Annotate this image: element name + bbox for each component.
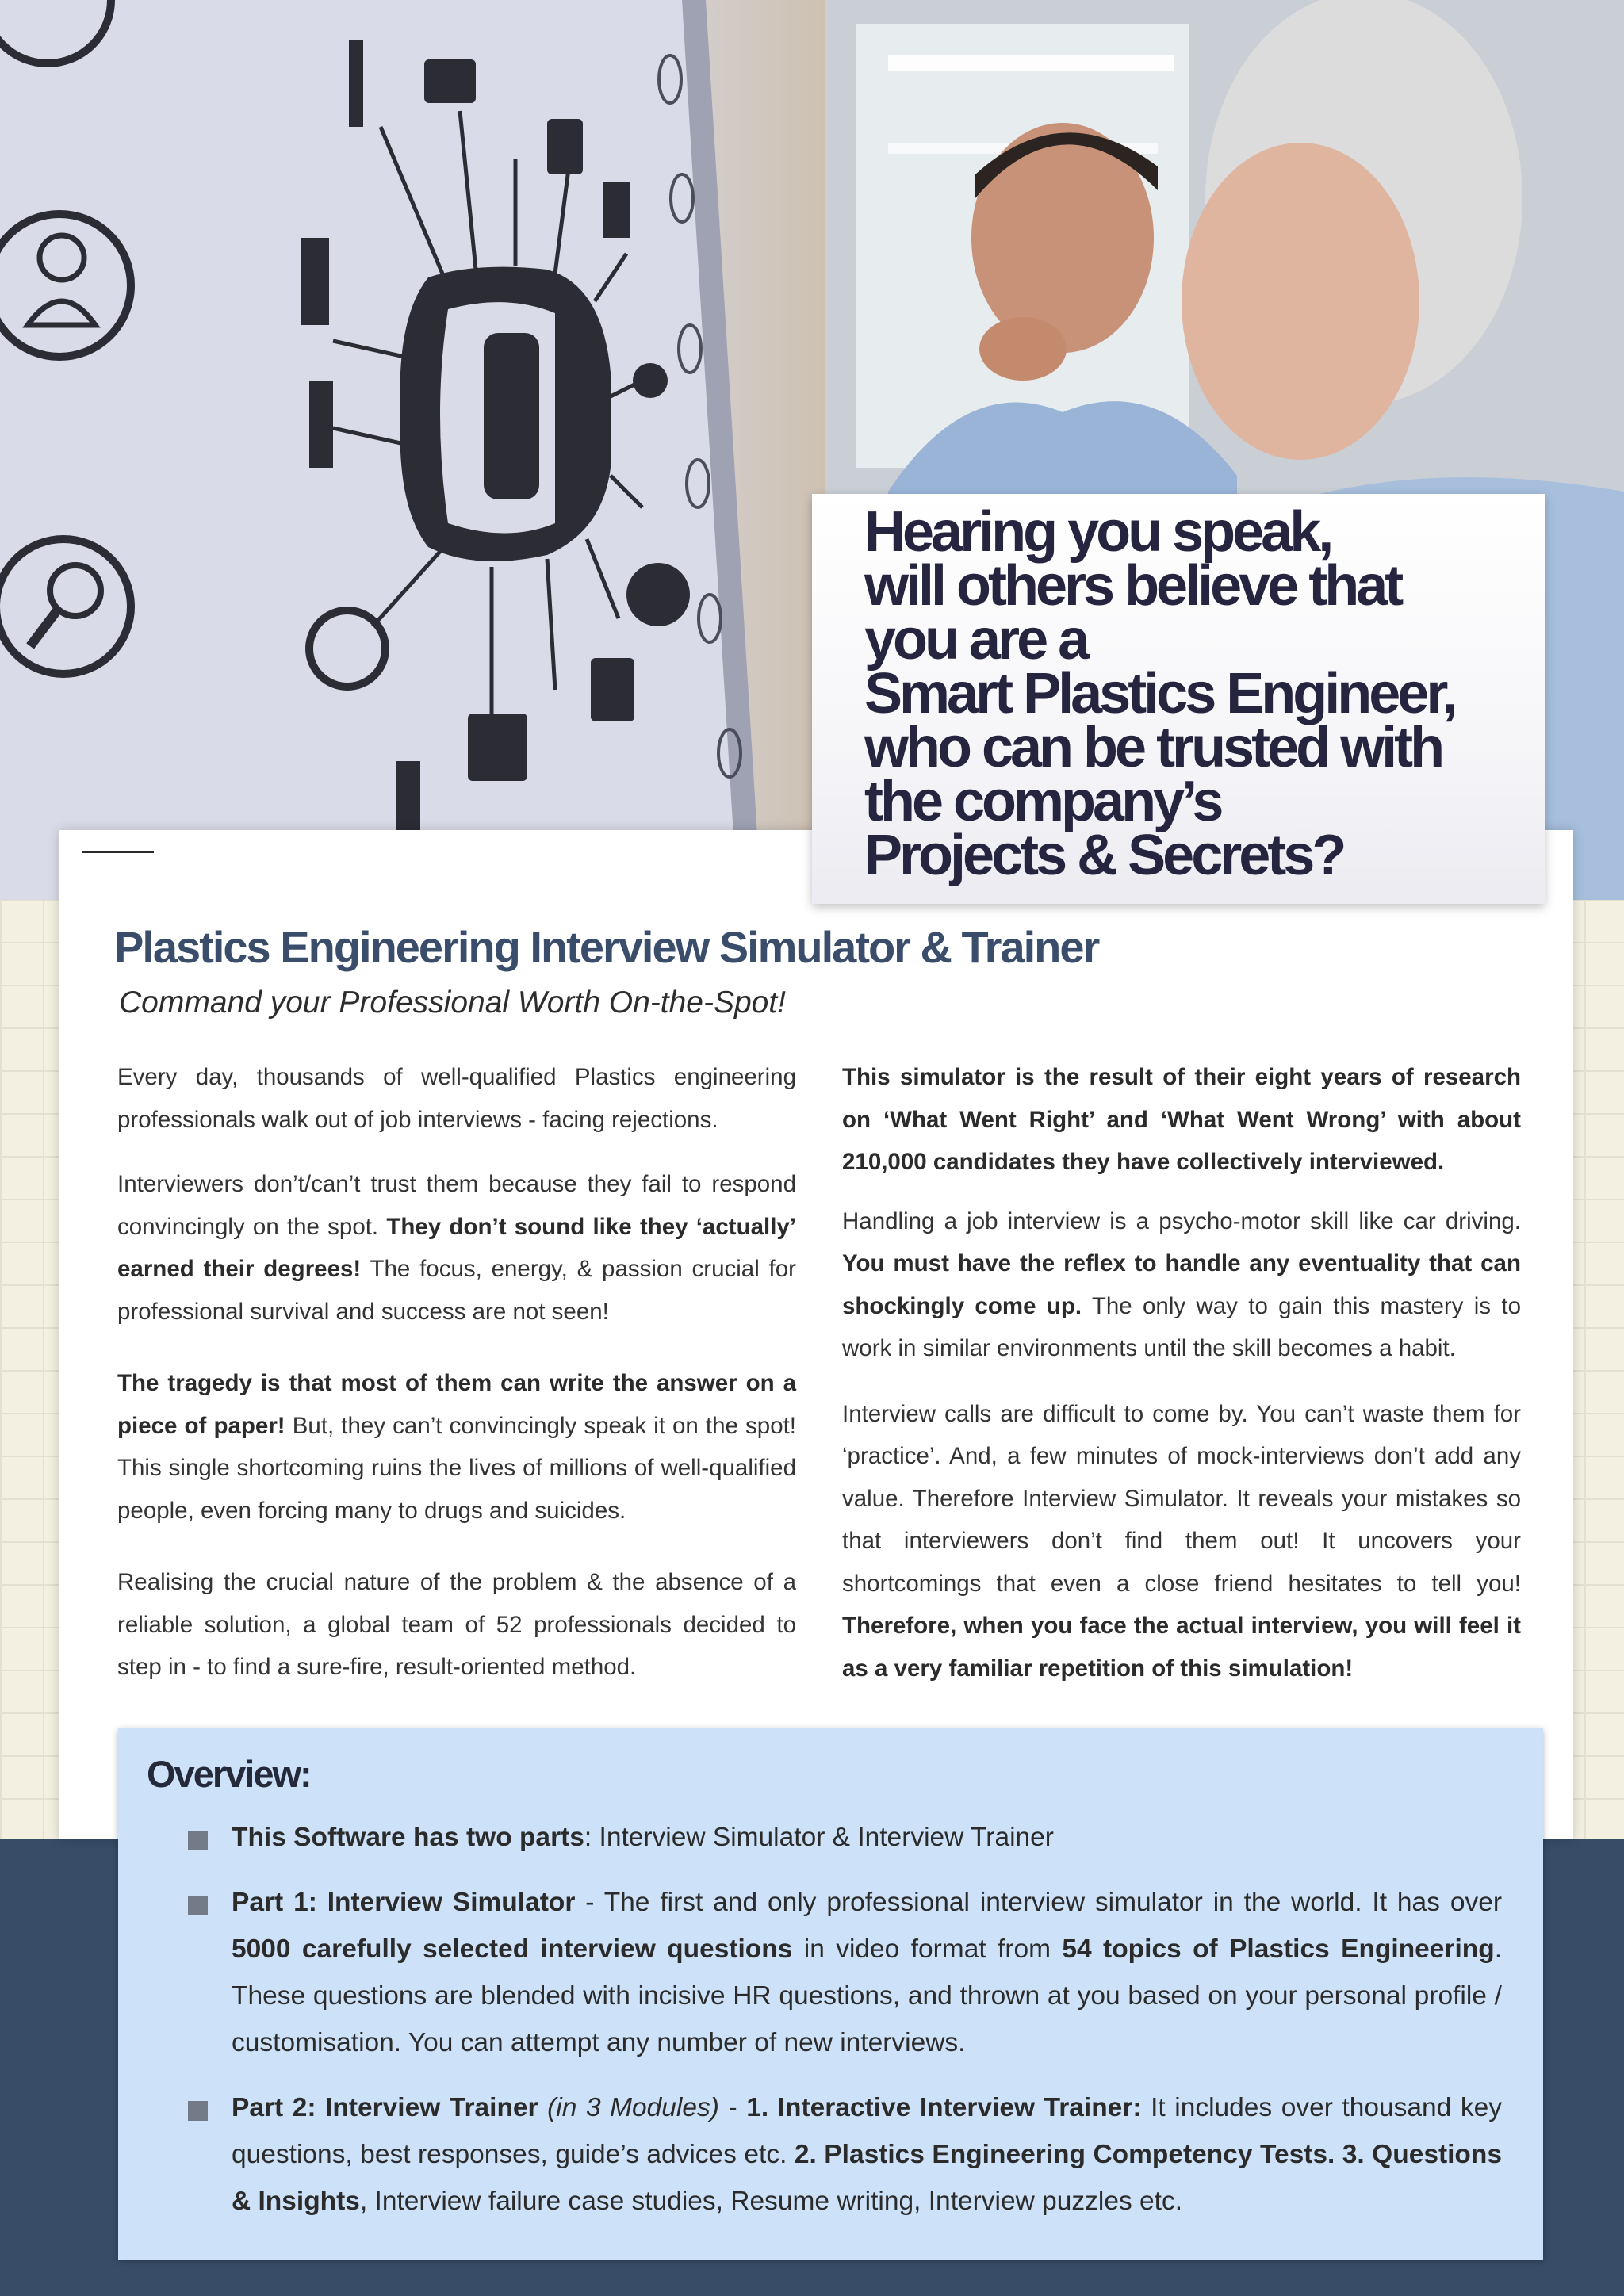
paragraph: Interviewers don’t/can’t trust them because they fail to respond convincingly on the spot. They don’t sound like they ‘actually’ earned their degrees! The focus, energy, & passion crucial for professional survival and success are not seen! xyxy=(117,1171,796,1325)
paragraph: This simulator is the result of their eight years of research on ‘What Went Right’ and ‘What Went Wrong’ with about 210,000 candidates they have collectively interviewed. xyxy=(842,1064,1521,1175)
content-card xyxy=(59,830,1573,1839)
right-column xyxy=(842,1056,1521,1689)
list-item: Part 2: Interview Trainer (in 3 Modules) - 1. Interactive Interview Trainer: It includes over thousand key questions, best responses, guide’s advices etc. 2. Plastics Engineering Competency Tests. 3. Questions & Insights, Interview failure case studies, Resume writing, Interview puzzles etc. xyxy=(118,2084,1543,2225)
square-bullet-icon xyxy=(188,1831,208,1850)
overview-heading: Overview: xyxy=(147,1753,311,1795)
car-diagram xyxy=(400,267,611,561)
page-subtitle: Command your Professional Worth On-the-Spot! xyxy=(119,985,787,1020)
paragraph: The tragedy is that most of them can write the answer on a piece of paper! But, they can’t convincingly speak it on the spot! This single shortcoming ruins the lives of millions of well-qualified people, even forcing many to drugs and suicides. xyxy=(117,1370,796,1524)
paragraph: Handling a job interview is a psycho-motor skill like car driving. You must have the reflex to handle any eventuality that can shockingly come up. The only way to gain this mastery is to work in similar environments until the skill becomes a habit. xyxy=(842,1207,1521,1361)
divider xyxy=(82,851,154,853)
man2-face xyxy=(1182,143,1419,460)
list-item: This Software has two parts: Interview Simulator & Interview Trainer xyxy=(118,1814,1543,1861)
square-bullet-icon xyxy=(188,2101,208,2121)
headline: Hearing you speak, will others believe that you are a Smart Plastics Engineer, who can be trusted with the company’s Projects & Secrets? xyxy=(864,500,1455,887)
paragraph: Realising the crucial nature of the problem & the absence of a reliable solution, a global team of 52 professionals decided to step in - to find a sure-fire, result-oriented method. xyxy=(117,1569,796,1680)
overview-box xyxy=(118,1728,1543,2260)
paragraph: Every day, thousands of well-qualified Plastics engineering professionals walk out of job interviews - facing rejections. xyxy=(117,1064,796,1133)
headline-box xyxy=(812,494,1545,904)
overview-list xyxy=(118,1814,1543,2225)
left-column xyxy=(117,1056,796,1689)
paragraph: Interview calls are difficult to come by. You can’t waste them for ‘practice’. And, a few minutes of mock-interviews don’t add any value. Therefore Interview Simulator. It reveals your mistakes so that interviewers don’t find them out! It uncovers your shortcomings that even a close friend hesitates to tell you! Therefore, when you face the actual interview, you will feel it as a very familiar repetition of this simulation! xyxy=(842,1400,1521,1682)
square-bullet-icon xyxy=(188,1896,208,1915)
page-title: Plastics Engineering Interview Simulator & Trainer xyxy=(114,922,1099,972)
list-item: Part 1: Interview Simulator - The first and only professional interview simulator in the world. It has over 5000 carefully selected interview questions in video format from 54 topics of Plastics Engineering. These questions are blended with incisive HR questions, and thrown at you based on your personal profile / customisation. You can attempt any number of new interviews. xyxy=(118,1879,1543,2066)
whiteboard xyxy=(0,0,737,900)
